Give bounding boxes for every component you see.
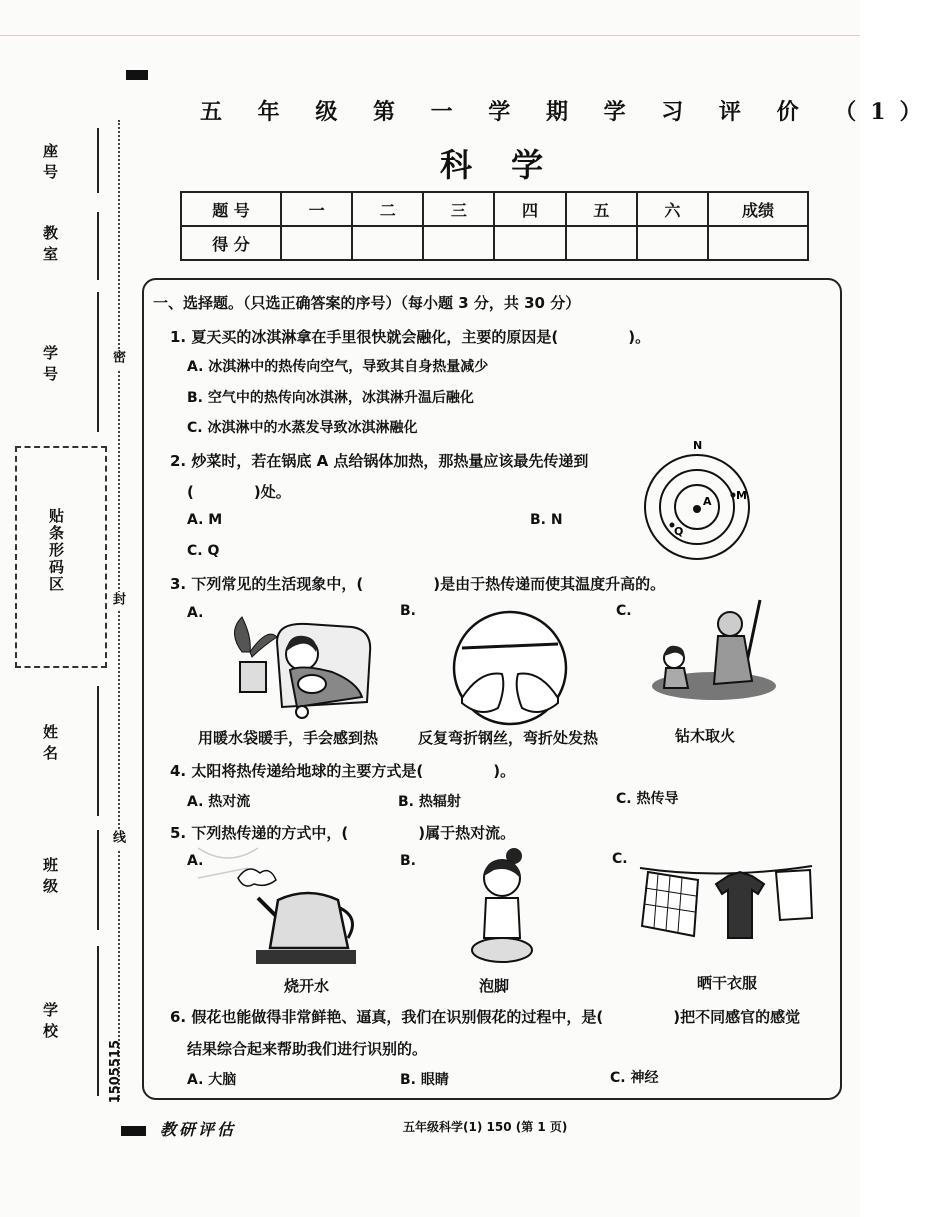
question-2-option-b[interactable]: B. N: [530, 512, 563, 528]
question-3-stem-end: )是由于热传递而使其温度升高的。: [433, 575, 666, 593]
dark-shirt: [716, 872, 764, 938]
student-id-label: 学号: [41, 345, 59, 387]
question-5-option-c-letter[interactable]: C.: [612, 851, 628, 867]
score-input-cell[interactable]: [566, 226, 637, 260]
caveman-body: [714, 636, 752, 684]
score-cell: 六: [637, 192, 708, 226]
score-input-cell[interactable]: [352, 226, 423, 260]
score-cell: 二: [352, 192, 423, 226]
score-input-cell[interactable]: [494, 226, 565, 260]
question-3-option-a-letter[interactable]: A.: [187, 605, 204, 621]
question-4-option-b[interactable]: B. 热辐射: [398, 794, 461, 810]
score-input-cell[interactable]: [423, 226, 494, 260]
question-2-option-c[interactable]: C. Q: [187, 543, 220, 559]
question-3-stem-text: 3. 下列常见的生活现象中，(: [170, 575, 364, 593]
kettle-body: [270, 893, 348, 948]
question-5-caption-b: 泡脚: [479, 977, 510, 995]
label-n: N: [693, 439, 703, 452]
heating-point-a: [693, 505, 701, 513]
page-top-line: [0, 35, 860, 36]
score-input-cell[interactable]: [281, 226, 352, 260]
margin-line: [97, 128, 99, 193]
question-6-stem-line2: 结果综合起来帮助我们进行识别的。: [187, 1040, 428, 1058]
question-4-stem: [170, 760, 515, 781]
question-3-caption-c: 钻木取火: [675, 727, 736, 745]
question-3-option-b-letter[interactable]: B.: [400, 603, 416, 619]
score-cell: 一: [281, 192, 352, 226]
question-3-caption-a: 用暖水袋暖手，手会感到热: [198, 729, 379, 747]
margin-line: [97, 292, 99, 432]
child-body: [664, 668, 688, 688]
score-table-header-row: [181, 192, 808, 226]
margin-line: [97, 830, 99, 930]
footer-page-info: 五年级科学(1) 150 (第 1 页): [403, 1120, 568, 1134]
registration-mark-bottom: [121, 1126, 146, 1136]
score-cell: 题 号: [181, 192, 281, 226]
point-m: [731, 493, 736, 498]
question-6-option-b[interactable]: B. 眼睛: [400, 1072, 449, 1088]
question-4-stem-text: 4. 太阳将热传递给地球的主要方式是(: [170, 762, 424, 780]
question-5-caption-c: 晒干衣服: [697, 974, 758, 992]
question-1-stem-text: 1. 夏天买的冰淇淋拿在手里很快就会融化，主要的原因是(: [170, 328, 559, 346]
drying-clothes-illustration: [640, 858, 816, 958]
question-2-stem-end: )处。: [253, 483, 291, 501]
margin-line: [97, 686, 99, 816]
subject-title: 科 学: [440, 146, 558, 184]
question-1-option-b[interactable]: B. 空气中的热传向冰淇淋，冰淇淋升温后融化: [187, 390, 474, 406]
barcode-area-label: 贴条形码区: [47, 508, 65, 593]
question-4-option-a[interactable]: A. 热对流: [187, 794, 251, 810]
seal-char-xian: 线: [110, 830, 125, 849]
question-5-caption-a: 烧开水: [284, 977, 330, 995]
plant-pot: [240, 662, 266, 692]
name-label: 姓名: [41, 724, 59, 766]
question-4-option-c[interactable]: C. 热传导: [616, 791, 679, 807]
question-5-stem-text: 5. 下列热传递的方式中，(: [170, 824, 349, 842]
registration-mark-top: [126, 70, 148, 80]
label-m: M: [736, 489, 747, 502]
serial-number: 1505515: [108, 1040, 123, 1104]
school-label: 学校: [41, 1002, 59, 1044]
hot-water-bottle-illustration: [222, 612, 382, 722]
question-6-stem: [170, 1006, 800, 1027]
bending-wire-illustration: [450, 608, 570, 728]
exam-title: 五 年 级 第 一 学 期 学 习 评 价 （1）: [200, 99, 936, 125]
question-1-stem-end: )。: [628, 328, 651, 346]
hot-water-bottle: [298, 675, 326, 693]
girl-body: [484, 898, 520, 938]
question-6-stem-end: )把不同感官的感觉: [673, 1008, 801, 1026]
plant-leaves: [235, 617, 278, 657]
score-input-cell[interactable]: [637, 226, 708, 260]
light-garment: [776, 870, 812, 920]
score-table: [180, 191, 809, 261]
pan-circles-diagram: [640, 435, 770, 565]
drilling-wood-fire-illustration: [652, 596, 782, 706]
question-2-option-a[interactable]: A. M: [187, 512, 223, 528]
question-6-stem-text: 6. 假花也能做得非常鲜艳、逼真，我们在识别假花的过程中，是(: [170, 1008, 604, 1026]
question-1-stem: [170, 326, 650, 347]
question-2-stem: 2. 炒菜时，若在锅底 A 点给锅体加热，那热量应该最先传递到: [170, 452, 589, 470]
question-2-stem-line2: [187, 481, 291, 502]
label-q: Q: [674, 525, 684, 538]
margin-line: [97, 946, 99, 1096]
foot-soak-illustration: [466, 848, 538, 966]
score-cell: 三: [423, 192, 494, 226]
boiling-kettle-illustration: [198, 838, 368, 970]
score-cell: 五: [566, 192, 637, 226]
seal-char-mi: 密: [110, 350, 125, 369]
question-3-caption-b: 反复弯折钢丝，弯折处发热: [418, 729, 599, 747]
caveman-head: [718, 612, 742, 636]
score-row-label: 得 分: [181, 226, 281, 260]
score-input-cell[interactable]: [708, 226, 808, 260]
question-3-option-c-letter[interactable]: C.: [616, 603, 632, 619]
class-label: 班级: [41, 857, 59, 899]
seal-char-feng: 封: [110, 592, 125, 611]
classroom-label: 教室: [41, 225, 59, 267]
stove-burner: [256, 950, 356, 964]
seat-number-label: 座号: [41, 143, 59, 185]
question-1-option-a[interactable]: A. 冰淇淋中的热传向空气，导致其自身热量减少: [187, 359, 489, 375]
score-cell: 四: [494, 192, 565, 226]
foot-basin: [472, 938, 532, 962]
question-5-stem-end: )属于热对流。: [418, 824, 516, 842]
question-5-option-b-letter[interactable]: B.: [400, 853, 416, 869]
steam: [238, 869, 276, 886]
question-3-stem: [170, 573, 665, 594]
question-6-option-c[interactable]: C. 神经: [610, 1070, 659, 1086]
footer-publisher: 教研评估: [160, 1120, 237, 1139]
section-heading: 一、选择题。（只选正确答案的序号）（每小题 3 分，共 30 分）: [153, 294, 581, 312]
score-table-score-row: [181, 226, 808, 260]
question-5-option-a-letter[interactable]: A.: [187, 853, 204, 869]
margin-line: [97, 212, 99, 280]
question-2-paren-open: (: [187, 483, 194, 501]
score-cell: 成绩: [708, 192, 808, 226]
question-1-option-c[interactable]: C. 冰淇淋中的水蒸发导致冰淇淋融化: [187, 420, 418, 436]
person-foot: [296, 706, 308, 718]
question-6-option-a[interactable]: A. 大脑: [187, 1072, 237, 1088]
label-a: A: [703, 495, 712, 508]
question-4-stem-end: )。: [493, 762, 516, 780]
